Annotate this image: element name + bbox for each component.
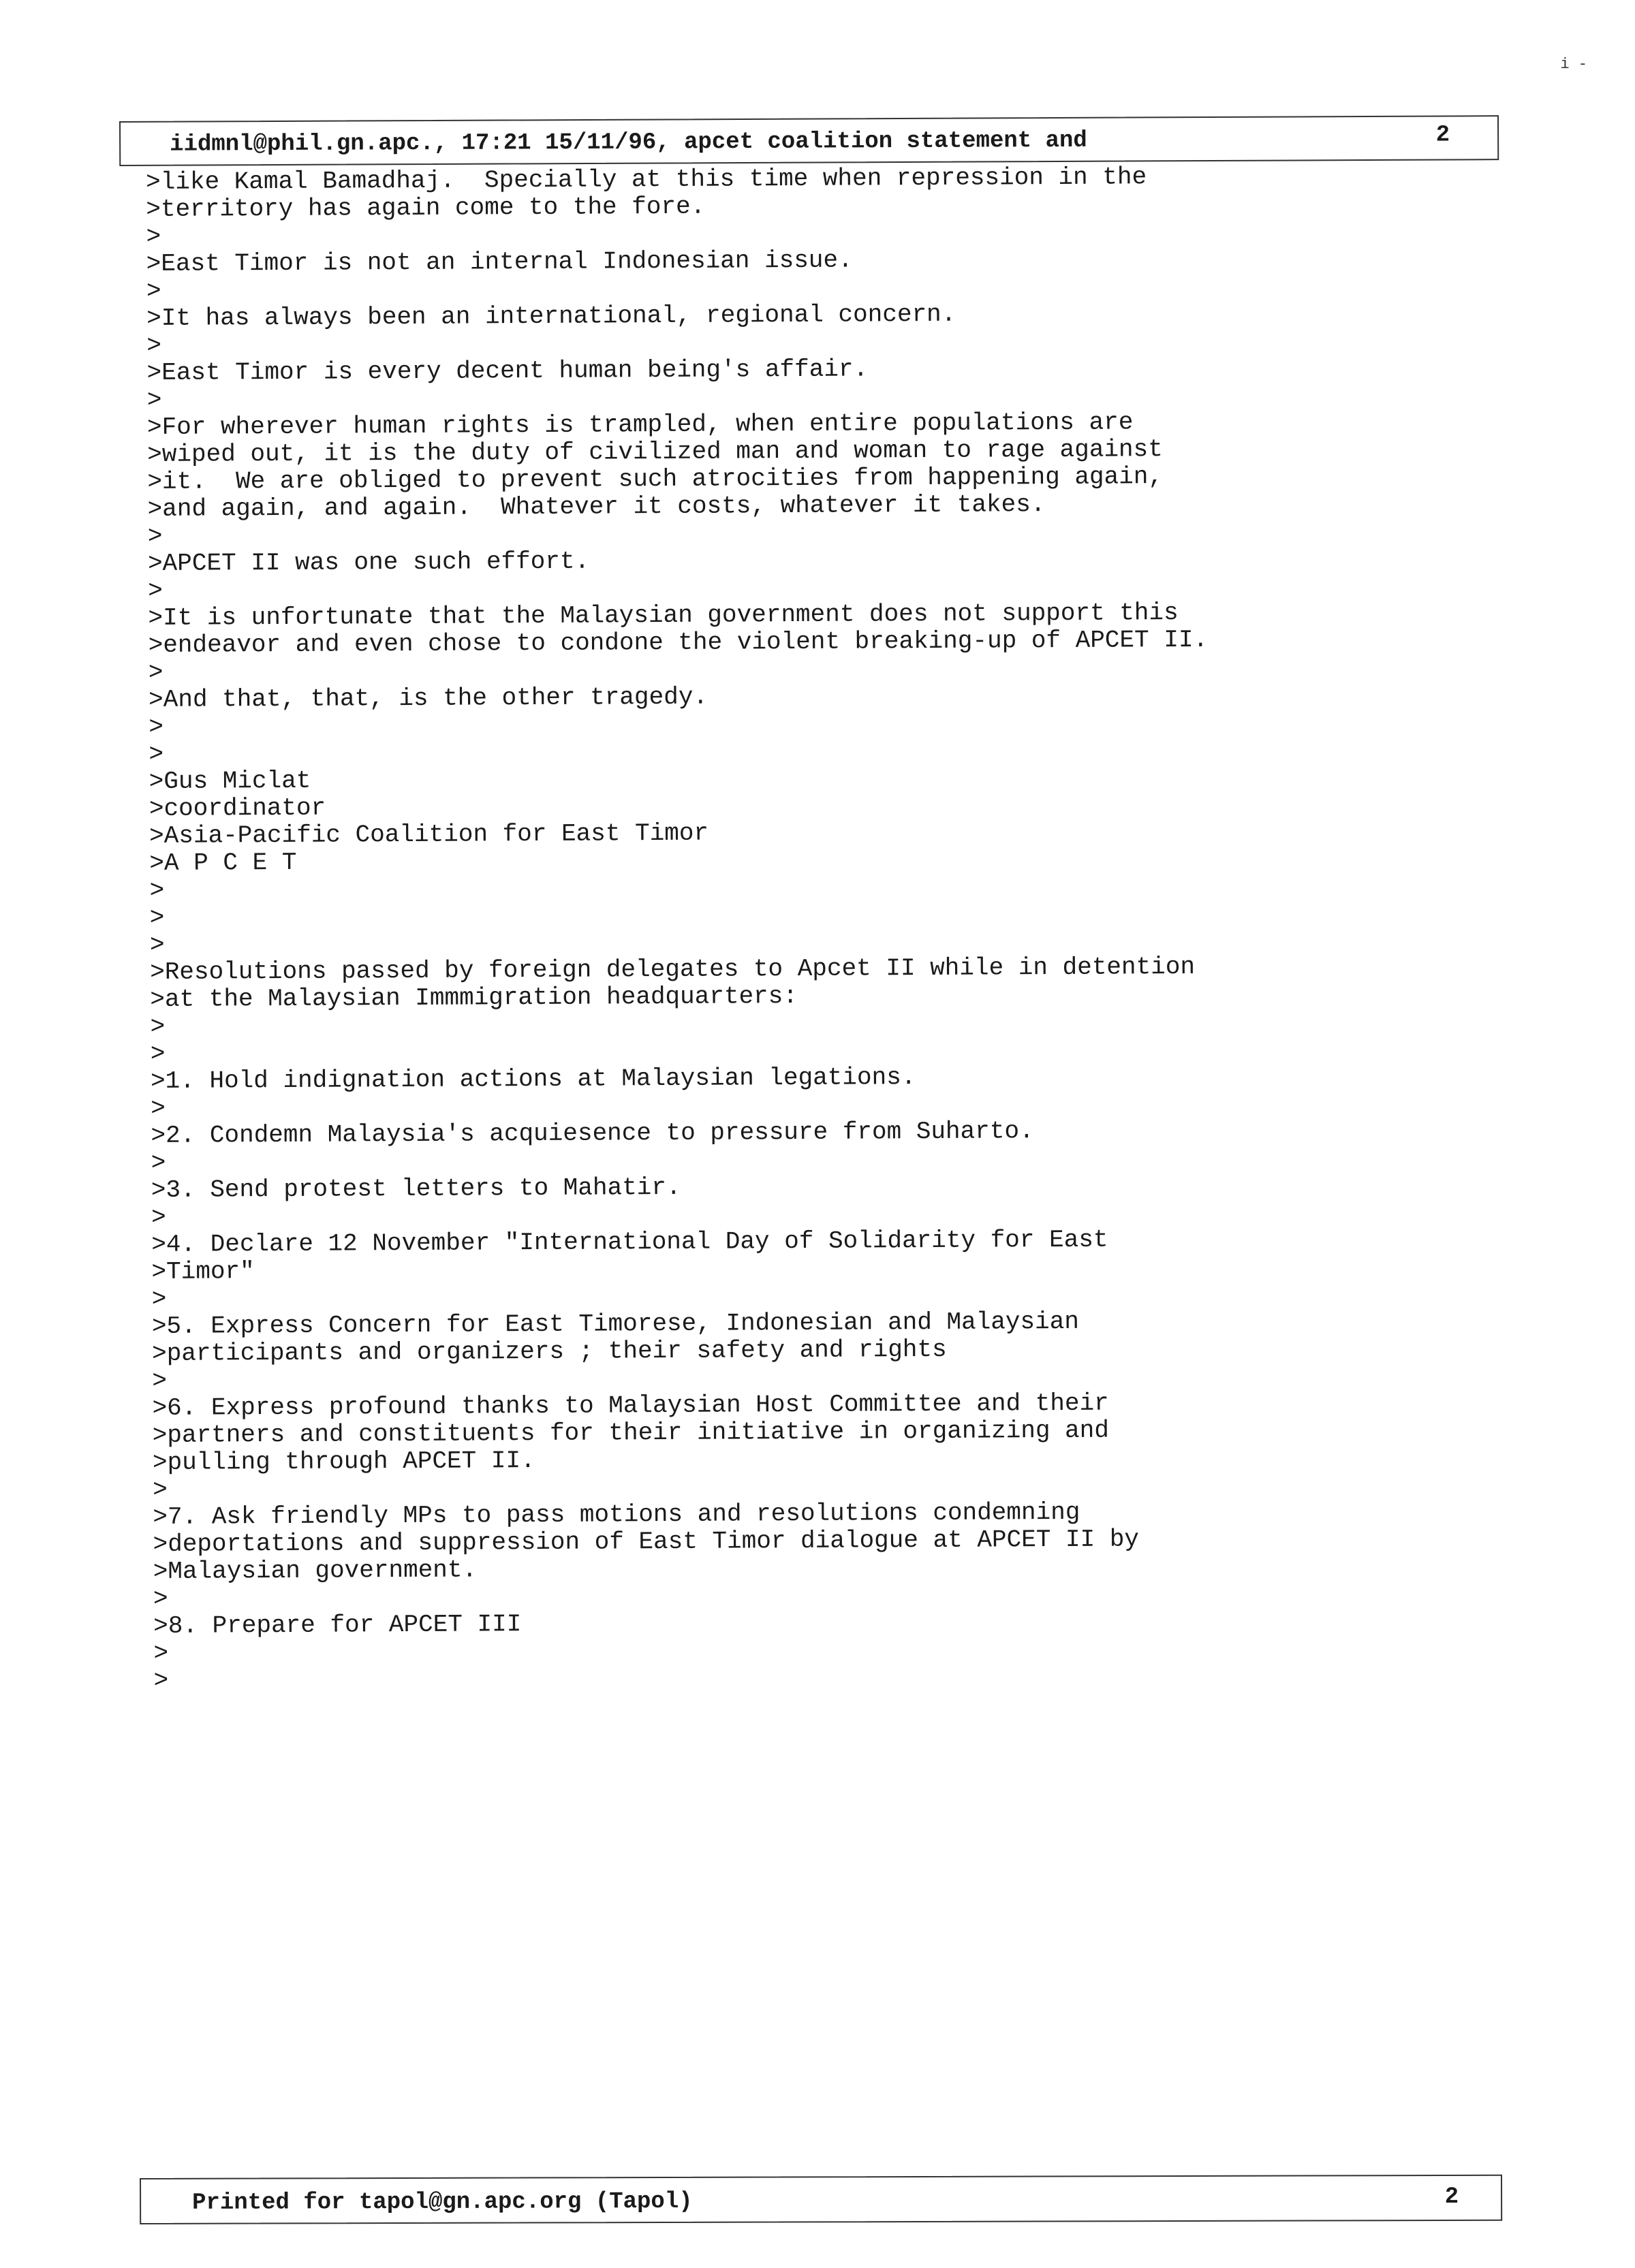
body-line: > bbox=[149, 712, 164, 741]
body-line: >It has always been an international, regional concern. bbox=[146, 300, 956, 332]
body-line: >Malaysian government. bbox=[153, 1556, 478, 1586]
body-line: > bbox=[153, 1666, 169, 1695]
body-line: >A P C E T bbox=[149, 848, 297, 877]
body-line: >For wherever human rights is trampled, when entire populations are bbox=[146, 408, 1134, 441]
body-line: > bbox=[151, 1094, 166, 1122]
body-line: >5. Express Concern for East Timorese, Indonesian and Malaysian bbox=[151, 1307, 1080, 1340]
page-footer bbox=[140, 2175, 1502, 2224]
body-line: >pulling through APCET II. bbox=[152, 1447, 535, 1477]
body-line: > bbox=[150, 1012, 166, 1041]
body-line: >partners and constituents for their initiative in organizing and bbox=[152, 1416, 1110, 1449]
body-line: > bbox=[153, 1639, 169, 1667]
body-line: >at the Malaysian Immmigration headquarters: bbox=[150, 982, 798, 1013]
body-line: >endeavor and even chose to condone the violent breaking-up of APCET II. bbox=[148, 625, 1209, 659]
body-line: >8. Prepare for APCET III bbox=[153, 1610, 522, 1640]
body-line: > bbox=[149, 876, 165, 904]
body-line: >and again, and again. Whatever it costs, whatever it takes. bbox=[147, 490, 1046, 523]
header-page-number: 2 bbox=[1435, 122, 1450, 148]
body-line: >Timor" bbox=[151, 1257, 255, 1286]
body-line: > bbox=[151, 1203, 166, 1231]
body-line: >It is unfortunate that the Malaysian government does not support this bbox=[148, 599, 1179, 632]
body-line: > bbox=[147, 522, 163, 550]
body-line: > bbox=[148, 658, 164, 687]
body-line: >it. We are obliged to prevent such atrocities from happening again, bbox=[147, 462, 1164, 496]
body-line: > bbox=[146, 222, 161, 251]
body-line: >Gus Miclat bbox=[149, 766, 311, 796]
header-text: iidmnl@phil.gn.apc., 17:21 15/11/96, apcet coalition statement and bbox=[170, 127, 1087, 158]
body-line: > bbox=[149, 740, 164, 768]
body-line: >7. Ask friendly MPs to pass motions and resolutions condemning bbox=[153, 1498, 1080, 1531]
body-line: >6. Express profound thanks to Malaysian Host Committee and their bbox=[152, 1389, 1109, 1422]
body-line: >2. Condemn Malaysia's acquiesence to pressure from Suharto. bbox=[151, 1117, 1034, 1150]
body-line: >territory has again come to the fore. bbox=[146, 192, 706, 223]
body-line: >And that, that, is the other tragedy. bbox=[148, 682, 708, 714]
footer-text: Printed for tapol@gn.apc.org (Tapol) bbox=[192, 2188, 693, 2216]
body-line: >4. Declare 12 November "International Day of Solidarity for East bbox=[151, 1225, 1108, 1259]
body-line: >coordinator bbox=[149, 793, 326, 823]
body-line: >East Timor is not an internal Indonesian issue. bbox=[146, 246, 853, 278]
body-line: >Asia-Pacific Coalition for East Timor bbox=[149, 819, 709, 850]
scan-mark: i - bbox=[1560, 56, 1587, 73]
body-line: >wiped out, it is the duty of civilized man and woman to rage against bbox=[147, 435, 1163, 469]
body-line: > bbox=[149, 930, 165, 959]
body-line: >APCET II was one such effort. bbox=[147, 547, 590, 578]
body-line: > bbox=[153, 1584, 168, 1613]
body-line: > bbox=[151, 1285, 167, 1313]
body-line: >3. Send protest letters to Mahatir. bbox=[151, 1173, 681, 1204]
body-line: > bbox=[153, 1475, 168, 1504]
body-line: >East Timor is every decent human being's affair. bbox=[146, 355, 869, 387]
body-line: > bbox=[151, 1148, 166, 1177]
body-line: > bbox=[146, 385, 162, 414]
body-line: > bbox=[150, 1039, 166, 1068]
body-line: >Resolutions passed by foreign delegates to Apcet II while in detention bbox=[150, 952, 1196, 986]
footer-page-number: 2 bbox=[1444, 2184, 1459, 2210]
body-line: > bbox=[146, 277, 161, 305]
body-line: >1. Hold indignation actions at Malaysian legations. bbox=[150, 1063, 916, 1095]
email-body bbox=[146, 162, 1489, 1695]
body-line: > bbox=[146, 331, 162, 360]
body-line: >like Kamal Bamadhaj. Specially at this time when repression in the bbox=[145, 163, 1147, 196]
body-line: > bbox=[152, 1366, 168, 1395]
page-header bbox=[119, 115, 1499, 166]
body-line: > bbox=[149, 903, 165, 932]
body-line: > bbox=[148, 576, 163, 605]
body-line: >participants and organizers ; their safety and rights bbox=[152, 1335, 947, 1368]
body-line: >deportations and suppression of East Timor dialogue at APCET II by bbox=[153, 1525, 1140, 1558]
